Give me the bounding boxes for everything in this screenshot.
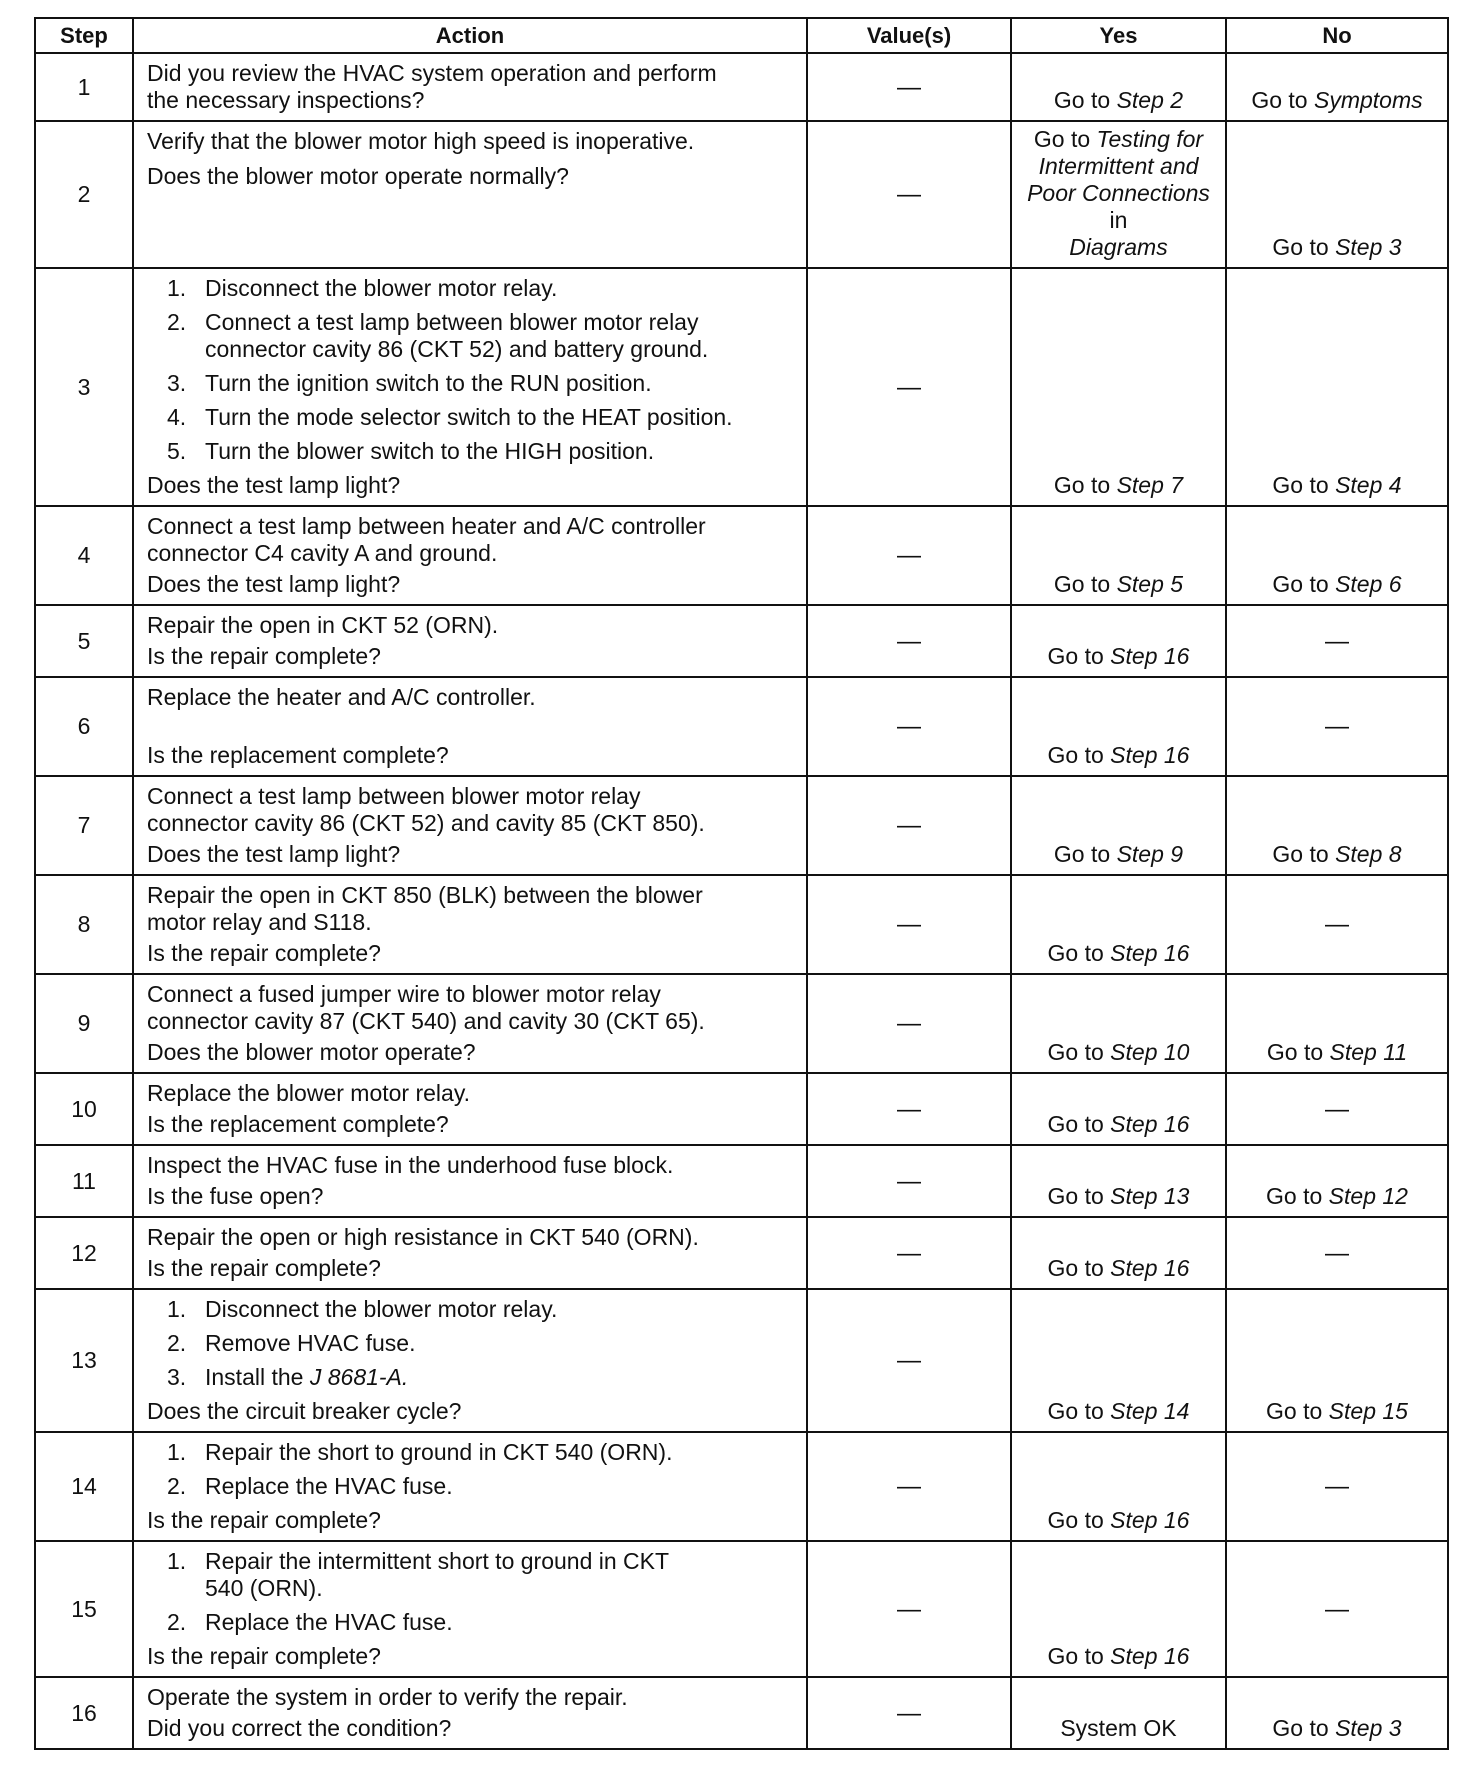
action-cell — [133, 1432, 807, 1541]
yes-target: Diagrams — [1069, 234, 1168, 260]
table-row — [35, 1677, 1448, 1749]
table-row — [35, 1145, 1448, 1217]
list-item: 2. Replace the HVAC fuse. — [167, 1609, 453, 1635]
table-row — [35, 506, 1448, 605]
list-item: 1. Repair the short to ground in CKT 540 (ORN). — [167, 1439, 673, 1465]
action-cell: Replace the heater and A/C controller. Is the replacement complete? — [133, 677, 807, 776]
step-number: 6 — [35, 677, 133, 776]
yes-target: Step 16 — [1110, 1111, 1190, 1137]
action-list — [147, 1296, 796, 1391]
yes-target: Step 7 — [1116, 472, 1184, 498]
header-yes: Yes — [1011, 18, 1226, 53]
table-row — [35, 268, 1448, 506]
step-number: 8 — [35, 875, 133, 974]
value-cell: — — [807, 1145, 1011, 1217]
action-question: Does the test lamp light? — [147, 472, 401, 498]
yes-target: Step 16 — [1110, 940, 1190, 966]
action-cell: Connect a test lamp between heater and A/C controller connector C4 cavity A and ground. Does the test lamp light? — [133, 506, 807, 605]
action-question: Does the circuit breaker cycle? — [147, 1398, 462, 1424]
list-item: 3. Turn the ignition switch to the RUN position. — [167, 370, 652, 396]
no-cell: Go to Step 8 — [1226, 776, 1448, 875]
no-cell: Go to Step 3 — [1226, 1677, 1448, 1749]
diagnostic-table-sheet — [34, 17, 1447, 1750]
action-question: Is the repair complete? — [147, 643, 381, 669]
table-row — [35, 605, 1448, 677]
step-number: 11 — [35, 1145, 133, 1217]
yes-target: Step 16 — [1110, 742, 1190, 768]
action-question: Is the replacement complete? — [147, 1111, 449, 1137]
value-cell: — — [807, 268, 1011, 506]
yes-cell: Go to Step 16 — [1011, 677, 1226, 776]
action-question: Is the repair complete? — [147, 1507, 381, 1533]
action-question: Is the fuse open? — [147, 1183, 324, 1209]
no-cell: — — [1226, 605, 1448, 677]
no-cell: Go to Step 15 — [1226, 1289, 1448, 1432]
yes-cell: Go to Step 16 — [1011, 1541, 1226, 1677]
no-target: Step 12 — [1328, 1183, 1408, 1209]
action-cell: Repair the open in CKT 850 (BLK) between the blower motor relay and S118. Is the repair complete? — [133, 875, 807, 974]
no-cell: — — [1226, 677, 1448, 776]
value-cell: — — [807, 1432, 1011, 1541]
table-row — [35, 1217, 1448, 1289]
no-target: Step 3 — [1335, 234, 1402, 260]
step-number: 10 — [35, 1073, 133, 1145]
value-cell: — — [807, 1073, 1011, 1145]
no-target: Step 3 — [1335, 1715, 1402, 1741]
step-number: 12 — [35, 1217, 133, 1289]
no-cell: Go to Step 12 — [1226, 1145, 1448, 1217]
list-item: 2. Remove HVAC fuse. — [167, 1330, 416, 1356]
action-line: Verify that the blower motor high speed is inoperative. — [147, 128, 695, 154]
action-cell — [133, 1289, 807, 1432]
yes-target: Poor Connections — [1027, 180, 1210, 206]
step-number: 14 — [35, 1432, 133, 1541]
action-list — [147, 1439, 796, 1500]
value-cell: — — [807, 1541, 1011, 1677]
no-target: Step 6 — [1335, 571, 1402, 597]
no-target: Step 4 — [1335, 472, 1402, 498]
list-item: 1. Disconnect the blower motor relay. — [167, 275, 558, 301]
yes-target: Step 16 — [1110, 1255, 1190, 1281]
yes-cell: System OK — [1011, 1677, 1226, 1749]
table-row — [35, 776, 1448, 875]
action-cell — [133, 53, 807, 121]
yes-cell: Go to Step 10 — [1011, 974, 1226, 1073]
header-step: Step — [35, 18, 133, 53]
action-line: the necessary inspections? — [147, 87, 425, 113]
action-cell — [133, 1541, 807, 1677]
yes-target: Step 16 — [1110, 1643, 1190, 1669]
action-question: Does the blower motor operate? — [147, 1039, 476, 1065]
action-cell: Replace the blower motor relay. Is the replacement complete? — [133, 1073, 807, 1145]
action-cell: Connect a test lamp between blower motor relay connector cavity 86 (CKT 52) and cavity 85 (CKT 850). Does the test lamp light? — [133, 776, 807, 875]
list-item: 1. Disconnect the blower motor relay. — [167, 1296, 558, 1322]
step-number: 5 — [35, 605, 133, 677]
table-row — [35, 1432, 1448, 1541]
list-item: 4. Turn the mode selector switch to the HEAT position. — [167, 404, 733, 430]
list-item: 3. Install the J 8681-A. — [167, 1364, 409, 1390]
table-row — [35, 53, 1448, 121]
action-list — [147, 1548, 796, 1636]
header-row — [35, 18, 1448, 53]
action-question: Is the repair complete? — [147, 1643, 381, 1669]
no-cell: — — [1226, 1217, 1448, 1289]
table-row — [35, 121, 1448, 268]
yes-cell: Go to Step 9 — [1011, 776, 1226, 875]
yes-cell: Go to Testing for Intermittent and Poor Connections in Diagrams — [1011, 121, 1226, 268]
no-cell: Go to Step 4 — [1226, 268, 1448, 506]
no-target: Step 11 — [1329, 1039, 1408, 1065]
yes-target: Step 14 — [1110, 1398, 1190, 1424]
value-cell: — — [807, 776, 1011, 875]
no-target: Step 8 — [1335, 841, 1402, 867]
no-cell: — — [1226, 1432, 1448, 1541]
yes-cell: Go to Step 7 — [1011, 268, 1226, 506]
yes-target: Testing for — [1096, 126, 1204, 152]
table-row — [35, 974, 1448, 1073]
step-number: 2 — [35, 121, 133, 268]
yes-cell: Go to Step 14 — [1011, 1289, 1226, 1432]
yes-target: Step 9 — [1116, 841, 1184, 867]
yes-cell: Go to Step 16 — [1011, 1073, 1226, 1145]
no-cell: Go to Step 6 — [1226, 506, 1448, 605]
yes-target: Step 10 — [1110, 1039, 1190, 1065]
yes-target: Step 2 — [1116, 87, 1184, 113]
yes-cell: Go to Step 16 — [1011, 1217, 1226, 1289]
list-item: 2. Replace the HVAC fuse. — [167, 1473, 453, 1499]
value-cell: — — [807, 506, 1011, 605]
step-number: 7 — [35, 776, 133, 875]
action-question: Is the repair complete? — [147, 1255, 381, 1281]
action-list — [147, 275, 796, 465]
step-number: 13 — [35, 1289, 133, 1432]
value-cell: — — [807, 677, 1011, 776]
tool-reference: J 8681-A. — [309, 1364, 409, 1390]
step-number: 1 — [35, 53, 133, 121]
value-cell: — — [807, 1677, 1011, 1749]
yes-cell: Go to Step 5 — [1011, 506, 1226, 605]
table-row — [35, 1073, 1448, 1145]
step-number: 9 — [35, 974, 133, 1073]
yes-in: in — [1109, 207, 1128, 233]
action-cell: Repair the open or high resistance in CKT 540 (ORN). Is the repair complete? — [133, 1217, 807, 1289]
action-cell — [133, 121, 807, 268]
no-cell: — — [1226, 1073, 1448, 1145]
list-item: 2. Connect a test lamp between blower motor relay connector cavity 86 (CKT 52) and battery ground. — [167, 309, 709, 362]
yes-target: Step 16 — [1110, 1507, 1190, 1533]
diagnostic-table — [34, 17, 1449, 1750]
no-cell: Go to Step 3 — [1226, 121, 1448, 268]
step-number: 4 — [35, 506, 133, 605]
yes-target: Intermittent and — [1038, 153, 1199, 179]
action-cell: Inspect the HVAC fuse in the underhood fuse block. Is the fuse open? — [133, 1145, 807, 1217]
yes-cell: Go to Step 16 — [1011, 875, 1226, 974]
value-cell: — — [807, 974, 1011, 1073]
table-row — [35, 875, 1448, 974]
value-cell: — — [807, 53, 1011, 121]
action-question: Is the replacement complete? — [147, 742, 449, 768]
no-target: Step 15 — [1328, 1398, 1408, 1424]
no-target: Symptoms — [1314, 87, 1423, 113]
yes-target: Step 5 — [1116, 571, 1184, 597]
action-question: Does the test lamp light? — [147, 841, 401, 867]
no-cell: — — [1226, 1541, 1448, 1677]
no-cell: Go to Symptoms — [1226, 53, 1448, 121]
value-cell: — — [807, 1217, 1011, 1289]
step-number: 16 — [35, 1677, 133, 1749]
list-item: 1. Repair the intermittent short to ground in CKT 540 (ORN). — [167, 1548, 669, 1601]
yes-cell: Go to Step 2 — [1011, 53, 1226, 121]
action-cell: Repair the open in CKT 52 (ORN). Is the repair complete? — [133, 605, 807, 677]
value-cell: — — [807, 1289, 1011, 1432]
action-cell: Connect a fused jumper wire to blower motor relay connector cavity 87 (CKT 540) and cavity 30 (CKT 65). Does the blower motor operate? — [133, 974, 807, 1073]
yes-cell: Go to Step 13 — [1011, 1145, 1226, 1217]
action-question: Does the test lamp light? — [147, 571, 401, 597]
action-cell — [133, 268, 807, 506]
yes-target: Step 13 — [1110, 1183, 1190, 1209]
header-no: No — [1226, 18, 1448, 53]
no-cell: Go to Step 11 — [1226, 974, 1448, 1073]
step-number: 15 — [35, 1541, 133, 1677]
value-cell: — — [807, 875, 1011, 974]
table-row — [35, 1541, 1448, 1677]
value-cell: — — [807, 121, 1011, 268]
no-cell: — — [1226, 875, 1448, 974]
value-cell: — — [807, 605, 1011, 677]
table-row — [35, 1289, 1448, 1432]
table-row — [35, 677, 1448, 776]
step-number: 3 — [35, 268, 133, 506]
yes-target: Step 16 — [1110, 643, 1190, 669]
action-question: Does the blower motor operate normally? — [147, 163, 569, 189]
action-question: Is the repair complete? — [147, 940, 381, 966]
header-values: Value(s) — [807, 18, 1011, 53]
yes-cell: Go to Step 16 — [1011, 605, 1226, 677]
list-item: 5. Turn the blower switch to the HIGH position. — [167, 438, 655, 464]
header-action: Action — [133, 18, 807, 53]
action-line: Did you review the HVAC system operation and perform — [147, 60, 717, 86]
action-cell: Operate the system in order to verify the repair. Did you correct the condition? — [133, 1677, 807, 1749]
yes-cell: Go to Step 16 — [1011, 1432, 1226, 1541]
action-question: Did you correct the condition? — [147, 1715, 452, 1741]
